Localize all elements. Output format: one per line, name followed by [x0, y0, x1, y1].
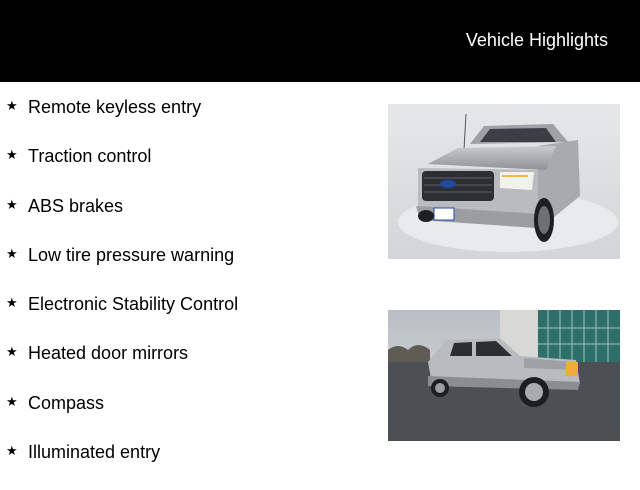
feature-label: Electronic Stability Control — [28, 294, 239, 315]
star-icon: ★ — [6, 196, 18, 212]
feature-item — [6, 195, 238, 244]
feature-label: Remote keyless entry — [28, 97, 202, 117]
star-icon: ★ — [6, 443, 18, 459]
star-icon: ★ — [6, 147, 18, 163]
feature-item — [6, 293, 238, 342]
feature-item — [6, 244, 238, 293]
star-icon: ★ — [6, 98, 18, 113]
truck-front-photo — [388, 104, 620, 259]
feature-item — [6, 392, 238, 441]
feature-label: Illuminated entry — [28, 442, 161, 463]
feature-label: Heated door mirrors — [28, 343, 189, 364]
feature-item — [6, 441, 238, 490]
feature-label: Traction control — [28, 146, 152, 167]
feature-list — [6, 96, 238, 490]
page-title: Vehicle Highlights — [465, 30, 608, 50]
feature-item — [6, 96, 238, 145]
feature-label: Compass — [28, 392, 105, 413]
feature-label: Low tire pressure warning — [28, 244, 235, 265]
truck-side-photo — [388, 310, 620, 441]
star-icon: ★ — [6, 393, 18, 409]
star-icon: ★ — [6, 245, 18, 261]
feature-label: ABS brakes — [28, 195, 124, 216]
feature-item — [6, 145, 238, 194]
star-icon: ★ — [6, 295, 18, 311]
header-bar — [0, 0, 640, 82]
star-icon: ★ — [6, 344, 18, 360]
feature-item — [6, 342, 238, 391]
